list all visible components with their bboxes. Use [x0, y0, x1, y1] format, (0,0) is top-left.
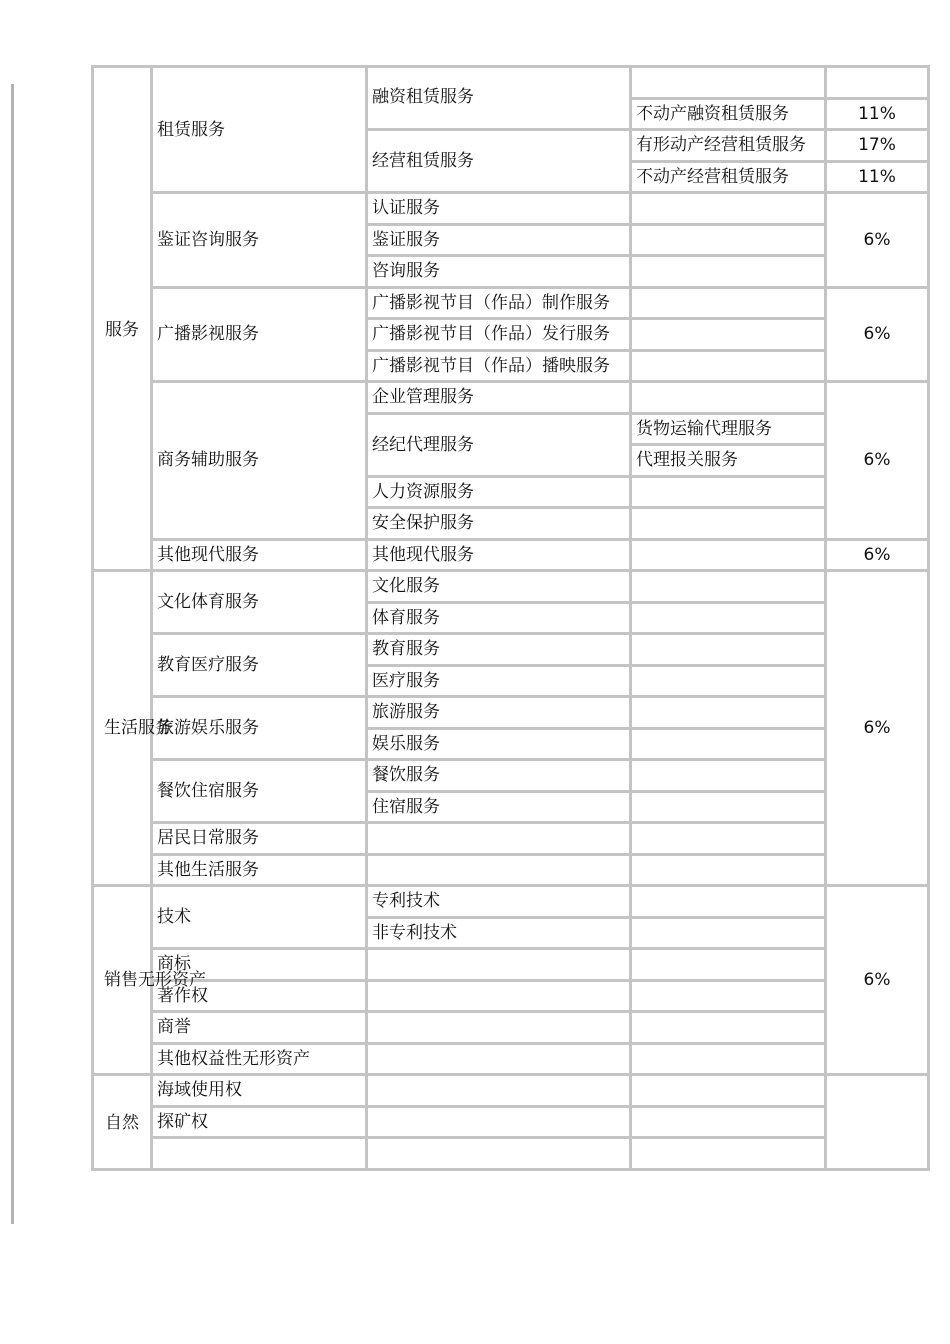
tax-rate-table-page	[11, 84, 928, 1224]
subcategory-education-medical: 教育医疗服务	[152, 634, 367, 697]
table-row	[93, 1138, 929, 1170]
subitem-customs-agency: 代理报关服务	[631, 445, 826, 477]
table-row	[93, 1106, 929, 1138]
tax-rate-table	[91, 65, 930, 1171]
subcategory-sea-area-use: 海域使用权	[152, 1075, 367, 1107]
item-medical: 医疗服务	[367, 665, 631, 697]
item-certification: 认证服务	[367, 193, 631, 225]
rate-other-modern: 6%	[826, 539, 929, 571]
item-finance-leasing: 融资租赁服务	[367, 67, 631, 130]
subitem-real-estate-operating-leasing: 不动产经营租赁服务	[631, 161, 826, 193]
subitem-placeholder	[631, 67, 826, 99]
table-row	[93, 854, 929, 886]
item-non-patent-technology: 非专利技术	[367, 917, 631, 949]
table-row	[93, 980, 929, 1012]
item-human-resources: 人力资源服务	[367, 476, 631, 508]
subcategory-exploration: 探矿权	[152, 1106, 367, 1138]
item-verification: 鉴证服务	[367, 224, 631, 256]
subcategory-residential-daily: 居民日常服务	[152, 823, 367, 855]
subcategory-tourism-entertainment: 旅游娱乐服务	[152, 697, 367, 760]
rate-appraisal: 6%	[826, 193, 929, 288]
rate-intangible-assets: 6%	[826, 886, 929, 1075]
subcategory-trademark: 商标	[152, 949, 367, 981]
item-other-modern: 其他现代服务	[367, 539, 631, 571]
table-row	[93, 1075, 929, 1107]
table-row	[93, 67, 929, 99]
item-enterprise-management: 企业管理服务	[367, 382, 631, 414]
subcategory-catering-lodging: 餐饮住宿服务	[152, 760, 367, 823]
table-row	[93, 539, 929, 571]
subcategory-appraisal: 鉴证咨询服务	[152, 193, 367, 288]
item-entertainment: 娱乐服务	[367, 728, 631, 760]
subcategory-other-life: 其他生活服务	[152, 854, 367, 886]
subcategory-copyright: 著作权	[152, 980, 367, 1012]
rate-life-services: 6%	[826, 571, 929, 886]
subcategory-leasing: 租赁服务	[152, 67, 367, 193]
item-catering: 餐饮服务	[367, 760, 631, 792]
subcategory-other-modern: 其他现代服务	[152, 539, 367, 571]
table-row	[93, 760, 929, 792]
item-brokerage-agency: 经纪代理服务	[367, 413, 631, 476]
table-row	[93, 634, 929, 666]
table-row	[93, 949, 929, 981]
subcategory-goodwill: 商誉	[152, 1012, 367, 1044]
category-intangible-assets: 销售无形资产	[93, 886, 152, 1075]
table-row	[93, 886, 929, 918]
item-broadcast-production: 广播影视节目（作品）制作服务	[367, 287, 631, 319]
item-lodging: 住宿服务	[367, 791, 631, 823]
rate-tangible-movable-operating-leasing: 17%	[826, 130, 929, 162]
table-row	[93, 571, 929, 603]
item-culture: 文化服务	[367, 571, 631, 603]
rate-business-support: 6%	[826, 382, 929, 540]
table-row	[93, 1043, 929, 1075]
item-operating-leasing: 经营租赁服务	[367, 130, 631, 193]
item-sports: 体育服务	[367, 602, 631, 634]
category-modern-services: 服务	[93, 67, 152, 571]
rate-broadcast: 6%	[826, 287, 929, 382]
subitem-real-estate-finance-leasing: 不动产融资租赁服务	[631, 98, 826, 130]
category-natural-resources: 自然	[93, 1075, 152, 1170]
table-row	[93, 823, 929, 855]
subitem-freight-agency: 货物运输代理服务	[631, 413, 826, 445]
subcategory-business-support: 商务辅助服务	[152, 382, 367, 540]
subitem-tangible-movable-operating-leasing: 有形动产经营租赁服务	[631, 130, 826, 162]
item-consulting: 咨询服务	[367, 256, 631, 288]
item-tourism: 旅游服务	[367, 697, 631, 729]
item-security-protection: 安全保护服务	[367, 508, 631, 540]
rate-real-estate-operating-leasing: 11%	[826, 161, 929, 193]
table-row	[93, 382, 929, 414]
item-broadcast-distribution: 广播影视节目（作品）发行服务	[367, 319, 631, 351]
subcategory-other-rights: 其他权益性无形资产	[152, 1043, 367, 1075]
item-patent-technology: 专利技术	[367, 886, 631, 918]
table-row	[93, 287, 929, 319]
rate-real-estate-finance-leasing: 11%	[826, 98, 929, 130]
subcategory-technology: 技术	[152, 886, 367, 949]
item-broadcast-screening: 广播影视节目（作品）播映服务	[367, 350, 631, 382]
category-life-services: 生活服务	[93, 571, 152, 886]
subcategory-culture-sports: 文化体育服务	[152, 571, 367, 634]
table-row	[93, 697, 929, 729]
table-row	[93, 193, 929, 225]
subcategory-broadcast: 广播影视服务	[152, 287, 367, 382]
item-education: 教育服务	[367, 634, 631, 666]
table-row	[93, 1012, 929, 1044]
